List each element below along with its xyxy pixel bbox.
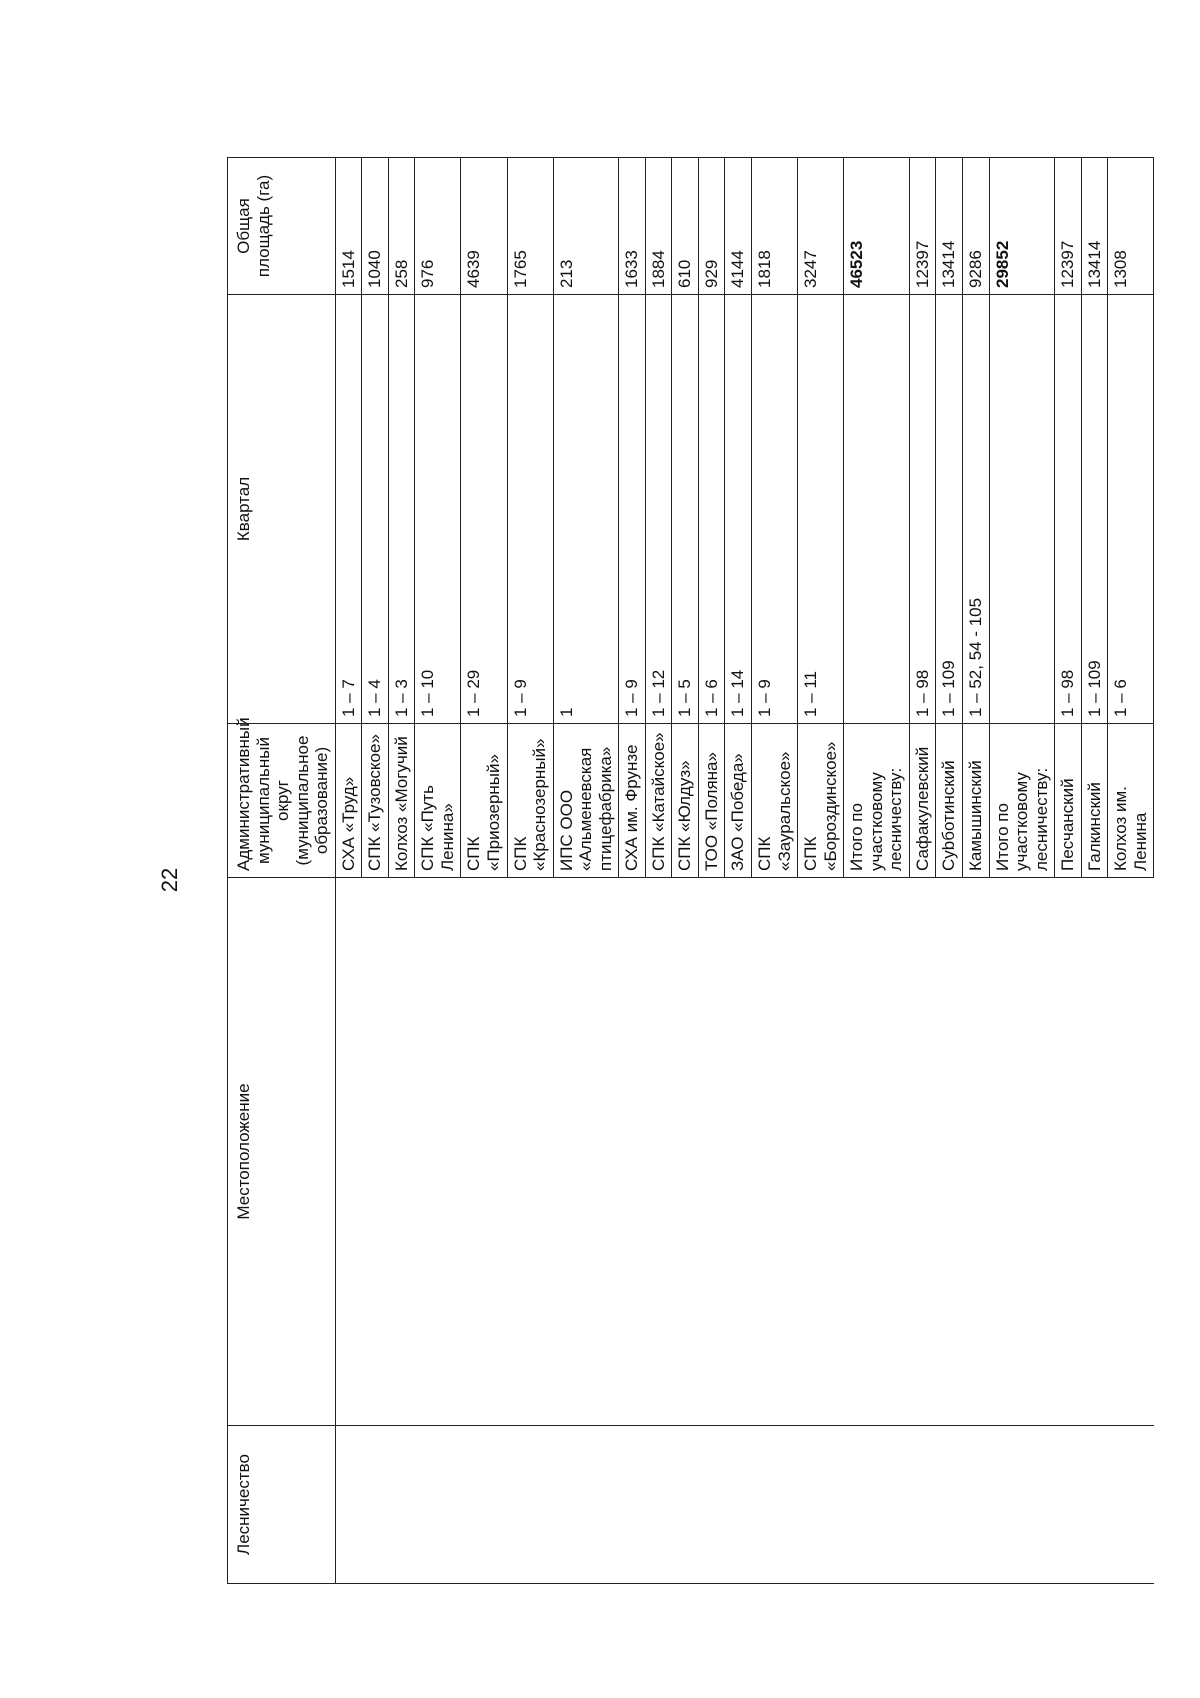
table-row: [672, 158, 699, 1584]
table-row: [752, 158, 798, 1584]
quarter-cell: 1 – 109: [936, 295, 963, 724]
forestry-cell: [752, 1426, 798, 1584]
location-cell: [461, 878, 507, 1426]
quarter-cell: 1 – 4: [362, 295, 389, 724]
table-row: [645, 158, 672, 1584]
quarter-cell: 1 – 52, 54 - 105: [962, 295, 989, 724]
header-location: Местоположение: [228, 878, 336, 1426]
forestry-table-container: [227, 158, 1150, 1584]
forestry-cell: [415, 1426, 461, 1584]
forestry-cell: [725, 1426, 752, 1584]
location-cell: [619, 878, 646, 1426]
table-row: [1081, 158, 1108, 1584]
quarter-cell: 1: [553, 295, 619, 724]
forestry-cell: [698, 1426, 725, 1584]
location-cell: [698, 878, 725, 1426]
location-cell: [415, 878, 461, 1426]
district-cell: ТОО «Поляна»: [698, 724, 725, 878]
forestry-cell: [1055, 1426, 1082, 1584]
area-cell: 258: [388, 158, 415, 295]
forestry-table: [227, 157, 1154, 1584]
location-cell: [335, 878, 362, 1426]
table-row: [553, 158, 619, 1584]
quarter-cell: [989, 295, 1055, 724]
district-cell: Колхоз им. Ленина: [1108, 724, 1154, 878]
table-row: [936, 158, 963, 1584]
location-cell: [962, 878, 989, 1426]
district-cell: Галкинский: [1081, 724, 1108, 878]
area-cell: 1633: [619, 158, 646, 295]
quarter-cell: 1 – 9: [619, 295, 646, 724]
location-cell: [844, 878, 910, 1426]
location-cell: [798, 878, 844, 1426]
table-row: [698, 158, 725, 1584]
district-cell: СПК «Тузовское»: [362, 724, 389, 878]
area-cell: 213: [553, 158, 619, 295]
district-cell: СПК «Бороздинское»: [798, 724, 844, 878]
district-cell: СПК «Путь Ленина»: [415, 724, 461, 878]
location-cell: [388, 878, 415, 1426]
table-row: [619, 158, 646, 1584]
area-cell: 29852: [989, 158, 1055, 295]
table-body: [335, 158, 1154, 1584]
district-cell: ЗАО «Победа»: [725, 724, 752, 878]
district-cell: СПК «Краснозерный»: [507, 724, 553, 878]
area-cell: 13414: [936, 158, 963, 295]
table-row: [989, 158, 1055, 1584]
location-cell: [936, 878, 963, 1426]
forestry-cell: [619, 1426, 646, 1584]
location-cell: [362, 878, 389, 1426]
location-cell: [1081, 878, 1108, 1426]
district-cell: СХА им. Фрунзе: [619, 724, 646, 878]
location-cell: [909, 878, 936, 1426]
quarter-cell: 1 – 9: [507, 295, 553, 724]
forestry-cell: [553, 1426, 619, 1584]
quarter-cell: 1 – 10: [415, 295, 461, 724]
forestry-cell: [798, 1426, 844, 1584]
header-district: Административный муниципальный округ (муниципальное образование): [228, 724, 336, 878]
area-cell: 3247: [798, 158, 844, 295]
quarter-cell: 1 – 11: [798, 295, 844, 724]
quarter-cell: 1 – 12: [645, 295, 672, 724]
area-cell: 4639: [461, 158, 507, 295]
district-cell: СПК «Юлдуз»: [672, 724, 699, 878]
area-cell: 929: [698, 158, 725, 295]
forestry-cell: [645, 1426, 672, 1584]
district-cell: Итого по участковому лесничеству:: [989, 724, 1055, 878]
table-row: [335, 158, 362, 1584]
forestry-cell: [335, 1426, 362, 1584]
quarter-cell: 1 – 3: [388, 295, 415, 724]
district-cell: СПК «Зауральское»: [752, 724, 798, 878]
area-cell: 12397: [909, 158, 936, 295]
area-cell: 13414: [1081, 158, 1108, 295]
district-cell: Колхоз «Могучий: [388, 724, 415, 878]
forestry-cell: [962, 1426, 989, 1584]
district-cell: Суbботинский: [936, 724, 963, 878]
quarter-cell: [844, 295, 910, 724]
area-cell: 976: [415, 158, 461, 295]
area-cell: 1040: [362, 158, 389, 295]
area-cell: 610: [672, 158, 699, 295]
forestry-cell: [1081, 1426, 1108, 1584]
area-cell: 1308: [1108, 158, 1154, 295]
location-cell: [553, 878, 619, 1426]
header-area: Общая площадь (га): [228, 158, 336, 295]
location-cell: [507, 878, 553, 1426]
district-cell: СПК «Приозерный»: [461, 724, 507, 878]
location-cell: [645, 878, 672, 1426]
area-cell: 1884: [645, 158, 672, 295]
district-cell: Песчанский: [1055, 724, 1082, 878]
area-cell: 12397: [1055, 158, 1082, 295]
quarter-cell: 1 – 6: [698, 295, 725, 724]
district-cell: Камышинский: [962, 724, 989, 878]
table-row: [362, 158, 389, 1584]
forestry-cell: [909, 1426, 936, 1584]
location-cell: [1108, 878, 1154, 1426]
forestry-cell: [461, 1426, 507, 1584]
table-header-row: [228, 158, 336, 1584]
location-cell: [752, 878, 798, 1426]
area-cell: 46523: [844, 158, 910, 295]
district-cell: Сафакулевский: [909, 724, 936, 878]
forestry-cell: [844, 1426, 910, 1584]
area-cell: 4144: [725, 158, 752, 295]
page-number: 22: [157, 867, 182, 893]
table-row: [798, 158, 844, 1584]
area-cell: 1765: [507, 158, 553, 295]
district-cell: СПК «Катайское»: [645, 724, 672, 878]
area-cell: 1818: [752, 158, 798, 295]
area-cell: 1514: [335, 158, 362, 295]
header-quarter: Квартал: [228, 295, 336, 724]
quarter-cell: 1 – 7: [335, 295, 362, 724]
location-cell: [725, 878, 752, 1426]
quarter-cell: 1 – 6: [1108, 295, 1154, 724]
table-row: [725, 158, 752, 1584]
district-cell: Итого по участковому лесничеству:: [844, 724, 910, 878]
forestry-cell: [1108, 1426, 1154, 1584]
forestry-cell: [362, 1426, 389, 1584]
forestry-cell: [989, 1426, 1055, 1584]
quarter-cell: 1 – 29: [461, 295, 507, 724]
table-row: [388, 158, 415, 1584]
table-row: [844, 158, 910, 1584]
forestry-cell: [507, 1426, 553, 1584]
forestry-cell: [388, 1426, 415, 1584]
table-row: [461, 158, 507, 1584]
location-cell: [1055, 878, 1082, 1426]
area-cell: 9286: [962, 158, 989, 295]
quarter-cell: 1 – 5: [672, 295, 699, 724]
table-row: [415, 158, 461, 1584]
table-row: [909, 158, 936, 1584]
forestry-cell: [672, 1426, 699, 1584]
quarter-cell: 1 – 14: [725, 295, 752, 724]
table-row: [1055, 158, 1082, 1584]
district-cell: ИПС ООО «Альменевская птицефабрика»: [553, 724, 619, 878]
table-row: [962, 158, 989, 1584]
forestry-cell: [936, 1426, 963, 1584]
quarter-cell: 1 – 98: [1055, 295, 1082, 724]
table-row: [1108, 158, 1154, 1584]
quarter-cell: 1 – 109: [1081, 295, 1108, 724]
location-cell: [672, 878, 699, 1426]
table-row: [507, 158, 553, 1584]
location-cell: [989, 878, 1055, 1426]
quarter-cell: 1 – 98: [909, 295, 936, 724]
quarter-cell: 1 – 9: [752, 295, 798, 724]
header-forestry: Лесничество: [228, 1426, 336, 1584]
district-cell: СХА «Труд»: [335, 724, 362, 878]
